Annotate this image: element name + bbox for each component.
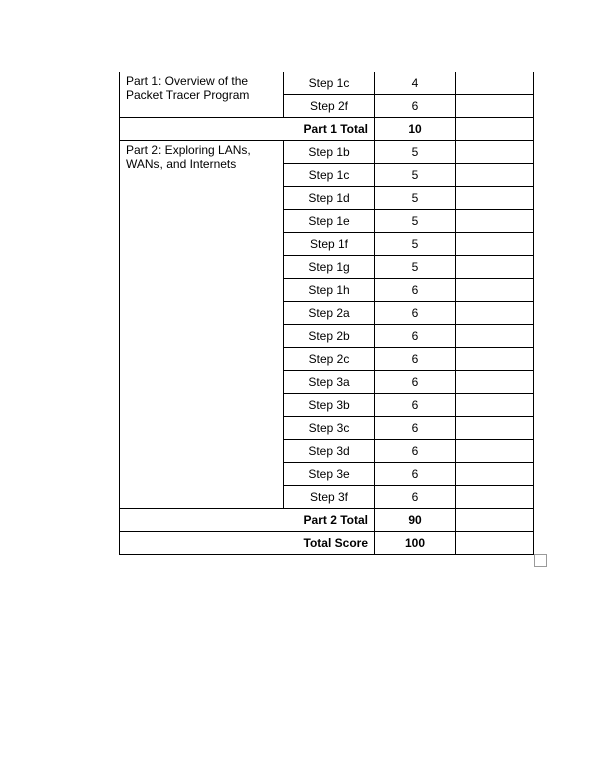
earned-cell[interactable]: [456, 210, 534, 233]
earned-cell[interactable]: [456, 141, 534, 164]
earned-cell[interactable]: [456, 440, 534, 463]
step-cell: Step 3f: [284, 486, 375, 509]
earned-cell[interactable]: [456, 463, 534, 486]
step-cell: Step 1c: [284, 164, 375, 187]
total-score-label: Total Score: [120, 532, 375, 555]
points-cell: 5: [375, 187, 456, 210]
step-cell: Step 1h: [284, 279, 375, 302]
earned-cell[interactable]: [456, 394, 534, 417]
part1-total-row: [120, 118, 534, 141]
part2-label: Part 2: Exploring LANs, WANs, and Internets: [120, 141, 284, 509]
earned-cell[interactable]: [456, 72, 534, 95]
points-cell: 5: [375, 256, 456, 279]
points-cell: 6: [375, 394, 456, 417]
step-cell: Step 1c: [284, 72, 375, 95]
points-cell: 6: [375, 95, 456, 118]
step-cell: Step 3e: [284, 463, 375, 486]
step-cell: Step 2a: [284, 302, 375, 325]
earned-cell[interactable]: [456, 256, 534, 279]
part2-total-row: [120, 509, 534, 532]
points-cell: 6: [375, 279, 456, 302]
earned-cell[interactable]: [456, 348, 534, 371]
earned-cell[interactable]: [456, 486, 534, 509]
earned-cell[interactable]: [456, 233, 534, 256]
step-cell: Step 3d: [284, 440, 375, 463]
points-cell: 5: [375, 141, 456, 164]
points-cell: 4: [375, 72, 456, 95]
step-cell: Step 1f: [284, 233, 375, 256]
earned-cell[interactable]: [456, 95, 534, 118]
step-cell: Step 1d: [284, 187, 375, 210]
earned-cell[interactable]: [456, 325, 534, 348]
points-cell: 6: [375, 302, 456, 325]
table-row: [120, 141, 534, 164]
earned-cell[interactable]: [456, 302, 534, 325]
step-cell: Step 3c: [284, 417, 375, 440]
part1-label: Part 1: Overview of the Packet Tracer Program: [120, 72, 284, 118]
earned-cell[interactable]: [456, 532, 534, 555]
points-cell: 6: [375, 440, 456, 463]
step-cell: Step 3b: [284, 394, 375, 417]
grading-table: [119, 72, 534, 555]
points-cell: 6: [375, 348, 456, 371]
points-cell: 5: [375, 233, 456, 256]
part2-total-points: 90: [375, 509, 456, 532]
earned-cell[interactable]: [456, 417, 534, 440]
step-cell: Step 1e: [284, 210, 375, 233]
step-cell: Step 1g: [284, 256, 375, 279]
earned-cell[interactable]: [456, 118, 534, 141]
points-cell: 6: [375, 325, 456, 348]
step-cell: Step 3a: [284, 371, 375, 394]
points-cell: 6: [375, 371, 456, 394]
earned-cell[interactable]: [456, 509, 534, 532]
step-cell: Step 2b: [284, 325, 375, 348]
table-row: [120, 72, 534, 95]
earned-cell[interactable]: [456, 279, 534, 302]
points-cell: 6: [375, 463, 456, 486]
points-cell: 6: [375, 486, 456, 509]
part1-total-points: 10: [375, 118, 456, 141]
step-cell: Step 1b: [284, 141, 375, 164]
step-cell: Step 2f: [284, 95, 375, 118]
earned-cell[interactable]: [456, 371, 534, 394]
earned-cell[interactable]: [456, 187, 534, 210]
earned-cell[interactable]: [456, 164, 534, 187]
part1-total-label: Part 1 Total: [120, 118, 375, 141]
table-anchor-handle[interactable]: [534, 554, 547, 567]
points-cell: 5: [375, 210, 456, 233]
part2-total-label: Part 2 Total: [120, 509, 375, 532]
step-cell: Step 2c: [284, 348, 375, 371]
points-cell: 6: [375, 417, 456, 440]
points-cell: 5: [375, 164, 456, 187]
grand-total-row: [120, 532, 534, 555]
total-score-points: 100: [375, 532, 456, 555]
